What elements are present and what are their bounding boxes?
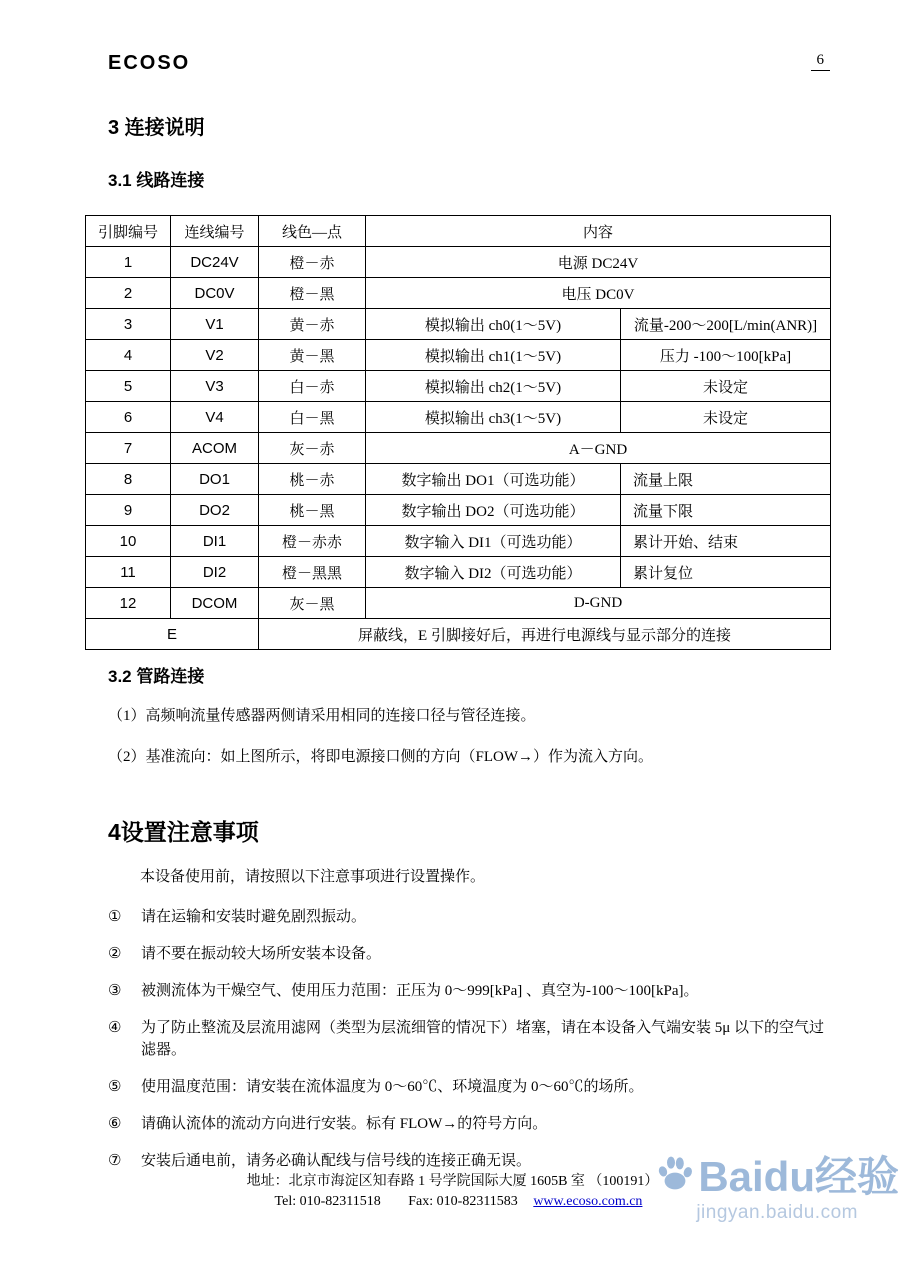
item-text: 安装后通电前，请务必确认配线与信号线的连接正确无误。 xyxy=(141,1153,532,1169)
pin-cell: E xyxy=(86,619,259,650)
table-row xyxy=(86,309,831,340)
pin-cell: 1 xyxy=(86,247,171,278)
section-3-2-heading: 3.2 管路连接 xyxy=(108,667,205,686)
wire-cell: DO2 xyxy=(171,495,259,526)
table-row xyxy=(86,247,831,278)
color-cell: 黄－黑 xyxy=(259,340,366,371)
pin-cell: 8 xyxy=(86,464,171,495)
col-header-wire: 连线编号 xyxy=(171,216,259,247)
wire-cell: V1 xyxy=(171,309,259,340)
wire-cell: DO1 xyxy=(171,464,259,495)
pin-cell: 3 xyxy=(86,309,171,340)
wire-cell: DC24V xyxy=(171,247,259,278)
pin-cell: 9 xyxy=(86,495,171,526)
pin-cell: 12 xyxy=(86,588,171,619)
table-row xyxy=(86,526,831,557)
paw-icon xyxy=(655,1153,695,1200)
footer-address: 地址：北京市海淀区知春路 1 号学院国际大厦 1605B 室 （100191） xyxy=(246,1174,659,1189)
wire-cell: DCOM xyxy=(171,588,259,619)
list-item xyxy=(108,906,830,928)
content-cell: 数字输出 DO1（可选功能） xyxy=(366,464,621,495)
list-item xyxy=(108,980,830,1002)
detail-cell: 压力 -100～100[kPa] xyxy=(621,340,831,371)
baidu-watermark xyxy=(655,1153,899,1224)
pin-cell: 4 xyxy=(86,340,171,371)
footer-fax: Fax: 010-82311583 xyxy=(408,1194,518,1209)
item-text: 请在运输和安装时避免剧烈振动。 xyxy=(141,909,367,925)
pin-cell: 11 xyxy=(86,557,171,588)
table-row xyxy=(86,588,831,619)
table-row-shield xyxy=(86,619,831,650)
list-item xyxy=(108,1017,830,1061)
item-number: ④ xyxy=(108,1020,122,1036)
watermark-url: jingyan.baidu.com xyxy=(696,1202,858,1223)
wire-cell: V3 xyxy=(171,371,259,402)
detail-cell: 累计开始、结束 xyxy=(621,526,831,557)
color-cell: 桃－赤 xyxy=(259,464,366,495)
wiring-table xyxy=(85,215,831,650)
table-row xyxy=(86,278,831,309)
wire-cell: ACOM xyxy=(171,433,259,464)
section-3-heading: 3 连接说明 xyxy=(108,117,205,139)
page-number: 6 xyxy=(811,52,831,71)
website-link[interactable]: www.ecoso.com.cn xyxy=(533,1194,643,1209)
color-cell: 桃－黑 xyxy=(259,495,366,526)
content-cell: 模拟输出 ch1(1～5V) xyxy=(366,340,621,371)
wire-cell: DI1 xyxy=(171,526,259,557)
section-4-intro: 本设备使用前，请按照以下注意事项进行设置操作。 xyxy=(140,869,486,885)
pin-cell: 7 xyxy=(86,433,171,464)
content-cell: 模拟输出 ch3(1～5V) xyxy=(366,402,621,433)
table-row xyxy=(86,557,831,588)
color-cell: 橙－赤赤 xyxy=(259,526,366,557)
content-cell: 电源 DC24V xyxy=(366,247,831,278)
company-logo: ECOSO xyxy=(108,52,191,74)
item-number: ② xyxy=(108,946,122,962)
wire-cell: DC0V xyxy=(171,278,259,309)
detail-cell: 流量下限 xyxy=(621,495,831,526)
color-cell: 橙－黑黑 xyxy=(259,557,366,588)
content-cell: A－GND xyxy=(366,433,831,464)
list-item xyxy=(108,1113,830,1135)
color-cell: 橙－赤 xyxy=(259,247,366,278)
detail-cell: 流量上限 xyxy=(621,464,831,495)
item-text: 请不要在振动较大场所安装本设备。 xyxy=(141,946,382,962)
table-row xyxy=(86,340,831,371)
section-4-heading: 4设置注意事项 xyxy=(108,819,259,845)
footer-tel: Tel: 010-82311518 xyxy=(274,1194,381,1209)
table-row xyxy=(86,495,831,526)
color-cell: 橙－黑 xyxy=(259,278,366,309)
detail-cell: 流量-200～200[L/min(ANR)] xyxy=(621,309,831,340)
item-number: ⑦ xyxy=(108,1153,122,1169)
item-text: 为了防止整流及层流用滤网（类型为层流细管的情况下）堵塞，请在本设备入气端安装 5μ 以下的空气过滤器。 xyxy=(141,1020,825,1058)
content-cell: 电压 DC0V xyxy=(366,278,831,309)
list-item xyxy=(108,1076,830,1098)
table-row xyxy=(86,433,831,464)
item-number: ③ xyxy=(108,983,122,999)
pipe-connection-note-2: （2）基准流向：如上图所示，将即电源接口侧的方向（FLOW→）作为流入方向。 xyxy=(108,749,653,765)
detail-cell: 未设定 xyxy=(621,371,831,402)
item-number: ① xyxy=(108,909,122,925)
page-header xyxy=(85,52,830,75)
pin-cell: 10 xyxy=(86,526,171,557)
watermark-suffix: 经验 xyxy=(814,1152,899,1200)
item-number: ⑥ xyxy=(108,1116,122,1132)
col-header-color: 线色—点 xyxy=(259,216,366,247)
detail-cell: 累计复位 xyxy=(621,557,831,588)
watermark-brand: Baidu xyxy=(698,1152,815,1200)
wire-cell: DI2 xyxy=(171,557,259,588)
section-3-1-heading: 3.1 线路连接 xyxy=(108,171,205,190)
color-cell: 白－黑 xyxy=(259,402,366,433)
color-cell: 灰－赤 xyxy=(259,433,366,464)
content-cell: 数字输入 DI2（可选功能） xyxy=(366,557,621,588)
pin-cell: 2 xyxy=(86,278,171,309)
table-row xyxy=(86,371,831,402)
content-cell: 模拟输出 ch2(1～5V) xyxy=(366,371,621,402)
content-cell: 屏蔽线，E 引脚接好后，再进行电源线与显示部分的连接 xyxy=(259,619,831,650)
item-text: 请确认流体的流动方向进行安装。标有 FLOW→的符号方向。 xyxy=(141,1116,548,1132)
col-header-pin: 引脚编号 xyxy=(86,216,171,247)
table-header-row xyxy=(86,216,831,247)
detail-cell: 未设定 xyxy=(621,402,831,433)
col-header-content: 内容 xyxy=(366,216,831,247)
item-number: ⑤ xyxy=(108,1079,122,1095)
content-cell: 模拟输出 ch0(1～5V) xyxy=(366,309,621,340)
color-cell: 黄－赤 xyxy=(259,309,366,340)
pin-cell: 5 xyxy=(86,371,171,402)
content-cell: D-GND xyxy=(366,588,831,619)
pipe-connection-note-1: （1）高频响流量传感器两侧请采用相同的连接口径与管径连接。 xyxy=(108,708,536,724)
item-text: 被测流体为干燥空气、使用压力范围：正压为 0～999[kPa] 、真空为-100～100[kPa]。 xyxy=(141,983,699,999)
wire-cell: V4 xyxy=(171,402,259,433)
list-item xyxy=(108,943,830,965)
table-row xyxy=(86,402,831,433)
precaution-list xyxy=(108,906,830,1172)
watermark-logo-row xyxy=(655,1153,899,1200)
wire-cell: V2 xyxy=(171,340,259,371)
table-row xyxy=(86,464,831,495)
color-cell: 白－赤 xyxy=(259,371,366,402)
item-text: 使用温度范围：请安装在流体温度为 0～60℃、环境温度为 0～60℃的场所。 xyxy=(141,1079,644,1095)
pin-cell: 6 xyxy=(86,402,171,433)
content-cell: 数字输出 DO2（可选功能） xyxy=(366,495,621,526)
color-cell: 灰－黑 xyxy=(259,588,366,619)
content-cell: 数字输入 DI1（可选功能） xyxy=(366,526,621,557)
